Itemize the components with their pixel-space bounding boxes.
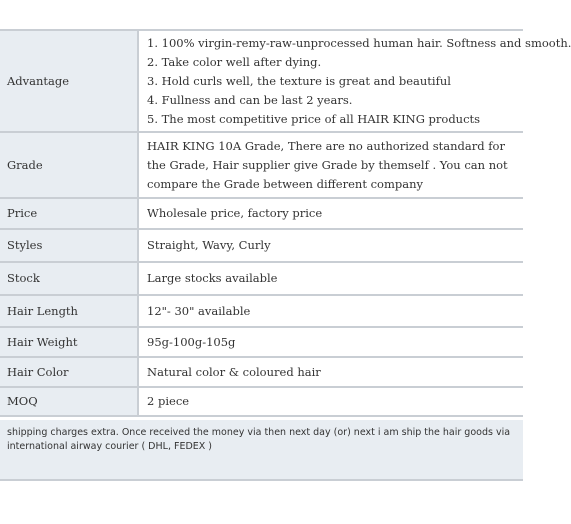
product-spec-table xyxy=(0,29,571,417)
spec-row-price xyxy=(0,198,523,229)
advantage-line-1: 1. 100% virgin-remy-raw-unprocessed human hair. Softness and smooth. xyxy=(147,35,571,50)
spec-label-styles: Styles xyxy=(0,229,138,262)
spec-label-hair-length: Hair Length xyxy=(0,295,138,327)
spec-label-advantage: Advantage xyxy=(0,30,138,132)
spec-row-hair-color xyxy=(0,357,523,387)
spec-row-hair-length xyxy=(0,295,523,327)
spec-label-price: Price xyxy=(0,198,138,229)
spec-label-hair-color: Hair Color xyxy=(0,357,138,387)
advantage-line-2: 2. Take color well after dying. xyxy=(147,54,322,69)
spec-label-stock: Stock xyxy=(0,262,138,295)
spec-row-moq xyxy=(0,387,523,416)
advantage-line-4: 4. Fullness and can be last 2 years. xyxy=(147,92,353,107)
spec-row-styles xyxy=(0,229,523,262)
spec-value-styles: Straight, Wavy, Curly xyxy=(138,229,523,262)
advantage-line-5: 5. The most competitive price of all HAIR KING products xyxy=(147,111,481,126)
spec-value-stock: Large stocks available xyxy=(138,262,523,295)
spec-label-grade: Grade xyxy=(0,132,138,198)
spec-value-hair-weight: 95g-100g-105g xyxy=(138,327,523,357)
spec-value-advantage xyxy=(138,30,571,132)
advantage-line-3: 3. Hold curls well, the texture is great and beautiful xyxy=(147,73,451,88)
spec-value-grade: HAIR KING 10A Grade, There are no authorized standard for the Grade, Hair supplier give Grade by themself . You can not compare the Grade between different company xyxy=(138,132,523,198)
spec-value-hair-length: 12"- 30" available xyxy=(138,295,523,327)
spec-value-moq: 2 piece xyxy=(138,387,523,416)
spec-value-hair-color: Natural color & coloured hair xyxy=(138,357,523,387)
spec-value-price: Wholesale price, factory price xyxy=(138,198,523,229)
spec-label-moq: MOQ xyxy=(0,387,138,416)
spec-row-grade xyxy=(0,132,523,198)
spec-row-hair-weight xyxy=(0,327,523,357)
spec-row-advantage xyxy=(0,30,523,132)
spec-label-hair-weight: Hair Weight xyxy=(0,327,138,357)
shipping-note: shipping charges extra. Once received the money via then next day (or) next i am ship the hair goods via international airway courier ( DHL, FEDEX ) xyxy=(0,420,523,481)
spec-row-stock xyxy=(0,262,523,295)
